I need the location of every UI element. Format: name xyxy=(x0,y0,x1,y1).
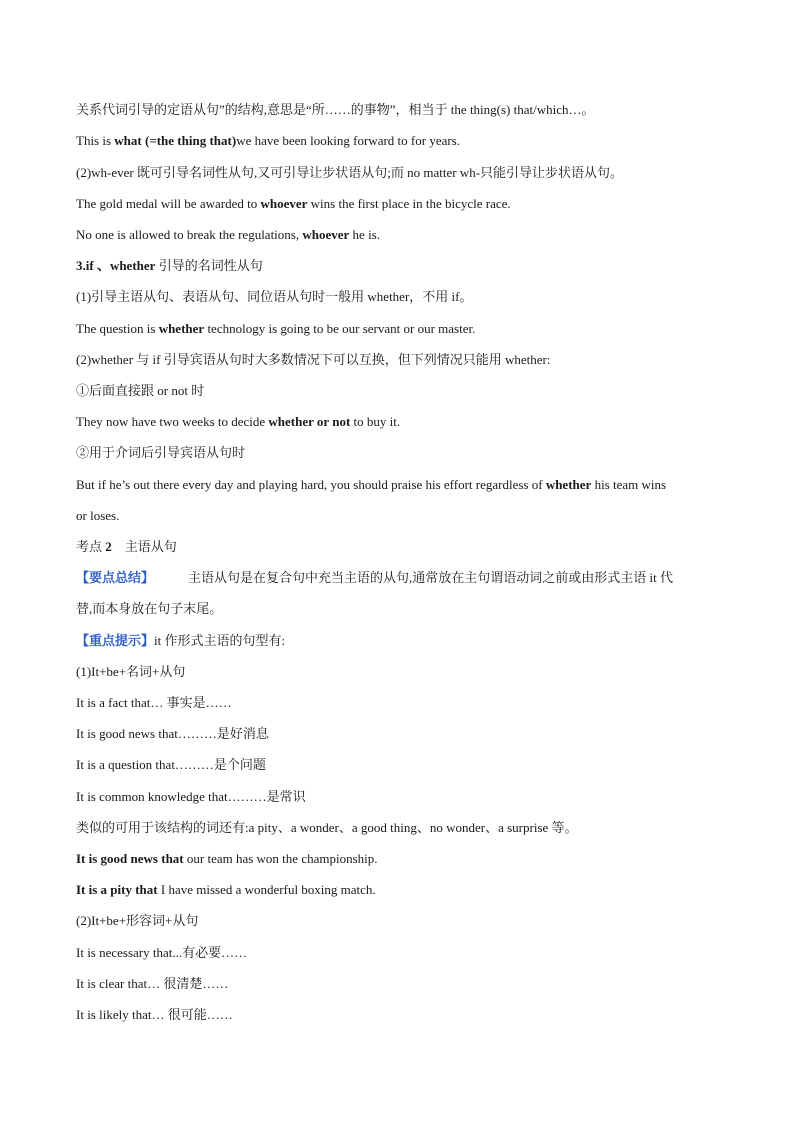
example-line xyxy=(76,226,726,244)
example-line xyxy=(76,413,726,431)
text-run: wins the first place in the bicycle race. xyxy=(307,196,511,211)
text-line: It is likely that… 很可能…… xyxy=(76,1007,233,1022)
text-line: It is common knowledge that………是常识 xyxy=(76,789,306,804)
section-heading xyxy=(76,257,726,275)
bold-keyword: whoever xyxy=(260,196,308,211)
summary-line xyxy=(76,569,726,587)
text-run: he is. xyxy=(349,227,380,242)
text-line: It is necessary that...有必要…… xyxy=(76,945,248,960)
text-run: I have missed a wonderful boxing match. xyxy=(157,882,376,897)
example-line xyxy=(76,850,726,868)
text-run: it 作形式主语的句型有: xyxy=(154,633,286,648)
text-run: his team wins xyxy=(591,477,667,492)
bold-keyword: whoever xyxy=(302,227,350,242)
example-line xyxy=(76,476,726,494)
text-run: The gold medal will be awarded to xyxy=(76,196,261,211)
tip-line xyxy=(76,632,726,650)
text-run: 引导的名词性从句 xyxy=(155,258,263,273)
bold-keyword: whether xyxy=(158,321,205,336)
text-line: It is clear that… 很清楚…… xyxy=(76,976,229,991)
text-line: 替,而本身放在句子末尾。 xyxy=(76,601,223,616)
text-run: They now have two weeks to decide xyxy=(76,414,269,429)
text-run: technology is going to be our servant or our master. xyxy=(204,321,476,336)
example-line xyxy=(76,132,726,150)
text-line: (2)It+be+形容词+从句 xyxy=(76,913,199,928)
text-run: The question is xyxy=(76,321,159,336)
text-line: (1)引导主语从句、表语从句、同位语从句时一般用 whether，不用 if。 xyxy=(76,289,473,304)
bold-keyword: It is good news that xyxy=(76,851,184,866)
bold-keyword: It is a pity that xyxy=(76,882,158,897)
text-line: (1)It+be+名词+从句 xyxy=(76,664,186,679)
text-run: 主语从句 xyxy=(111,539,177,554)
text-run: 主语从句是在复合句中充当主语的从句,通常放在主句谓语动词之前或由形式主语 it 代 xyxy=(188,570,673,585)
text-run: No one is allowed to break the regulations, xyxy=(76,227,303,242)
text-line: ②用于介词后引导宾语从句时 xyxy=(76,445,246,460)
section-heading xyxy=(76,538,726,556)
text-line: It is a fact that… 事实是…… xyxy=(76,695,232,710)
bold-keyword: whether xyxy=(545,477,592,492)
text-line: ①后面直接跟 or not 时 xyxy=(76,383,205,398)
text-line: or loses. xyxy=(76,508,120,523)
text-line: 类似的可用于该结构的词还有:a pity、a wonder、a good thing、no wonder、a surprise 等。 xyxy=(76,820,578,835)
bold-keyword: 2 xyxy=(105,539,112,554)
text-run: But if he’s out there every day and playing hard, you should praise his effort regardless of xyxy=(76,477,546,492)
summary-tag: 【要点总结】 xyxy=(76,570,155,585)
text-run: 考点 xyxy=(76,539,106,554)
text-line: (2)whether 与 if 引导宾语从句时大多数情况下可以互换，但下列情况只能用 whether: xyxy=(76,352,551,367)
bold-keyword: whether or not xyxy=(268,414,351,429)
text-line: 关系代词引导的定语从句”的结构,意思是“所……的事物”，相当于 the thing(s) that/which…。 xyxy=(76,102,595,117)
text-run: This is xyxy=(76,133,115,148)
example-line xyxy=(76,320,726,338)
text-run: our team has won the championship. xyxy=(183,851,378,866)
bold-keyword: 3.if 、whether xyxy=(76,258,156,273)
example-line xyxy=(76,881,726,899)
text-line: It is good news that………是好消息 xyxy=(76,726,269,741)
text-line: (2)wh-ever 既可引导名词性从句,又可引导让步状语从句;而 no matter wh-只能引导让步状语从句。 xyxy=(76,165,624,180)
example-line xyxy=(76,195,726,213)
bold-keyword: what (=the thing that) xyxy=(114,133,237,148)
text-line: It is a question that………是个问题 xyxy=(76,757,266,772)
text-run: to buy it. xyxy=(350,414,401,429)
tip-tag: 【重点提示】 xyxy=(76,633,155,648)
text-run: we have been looking forward to for years. xyxy=(236,133,460,148)
